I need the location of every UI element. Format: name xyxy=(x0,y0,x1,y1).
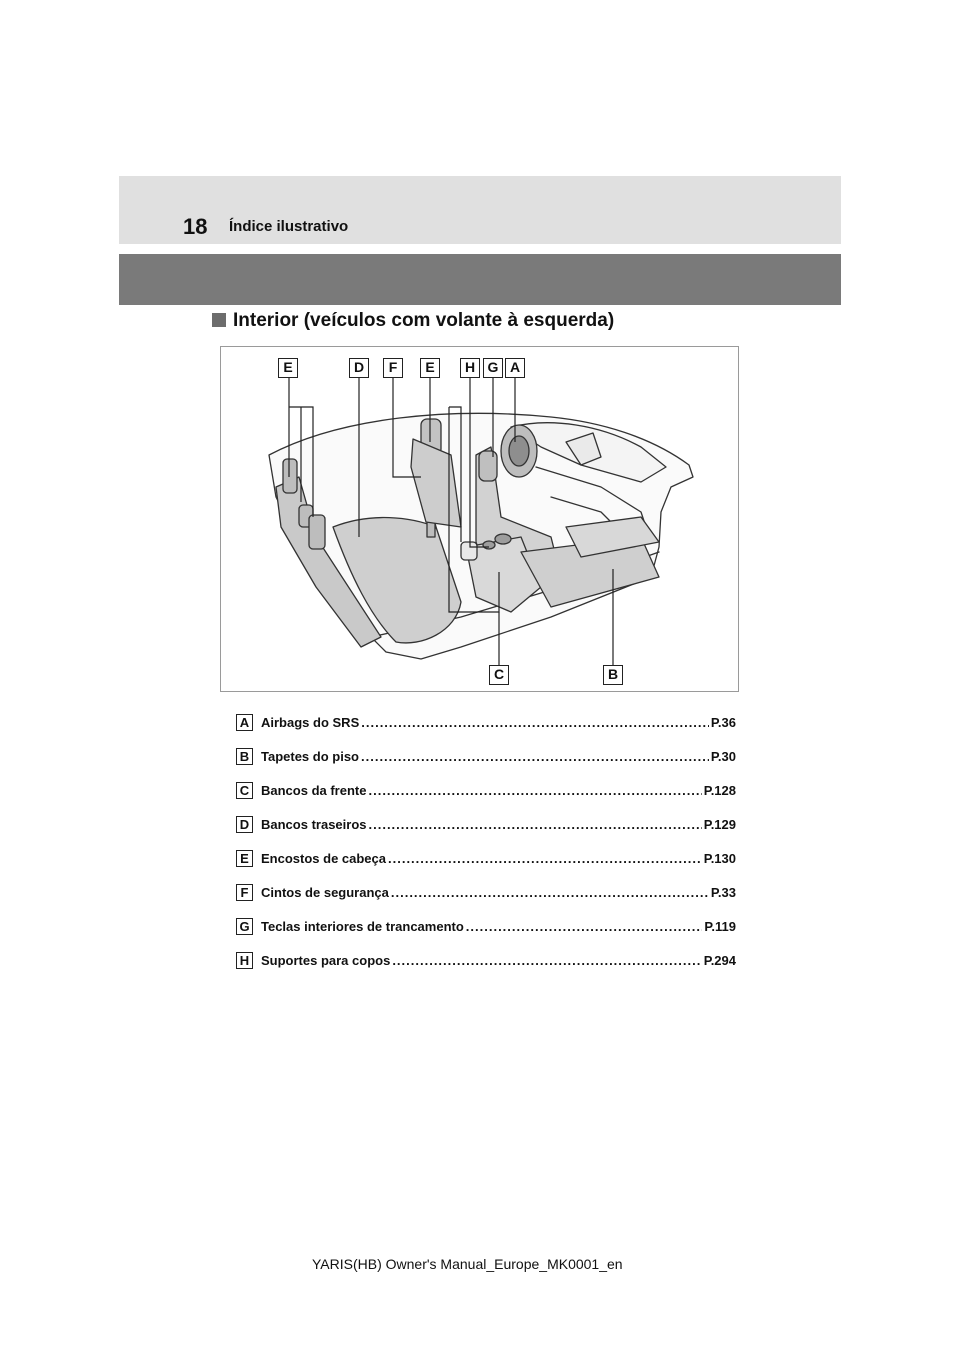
legend-key: C xyxy=(236,782,253,799)
legend-label: Tapetes do piso xyxy=(261,748,359,764)
figure-label-e2: E xyxy=(420,358,440,378)
figure-label-a: A xyxy=(505,358,525,378)
section-banner xyxy=(119,254,841,305)
figure-label-f: F xyxy=(383,358,403,378)
leader-dots xyxy=(368,783,701,798)
legend-key: E xyxy=(236,850,253,867)
legend-label: Teclas interiores de trancamento xyxy=(261,918,464,934)
legend-label: Bancos da frente xyxy=(261,782,367,798)
legend-row xyxy=(236,739,736,773)
leader-dots xyxy=(361,749,709,764)
legend-key: B xyxy=(236,748,253,765)
legend-row xyxy=(236,909,736,943)
legend-label: Encostos de cabeça xyxy=(261,850,386,866)
page-reference[interactable]: P.294 xyxy=(703,952,736,968)
legend-label: Airbags do SRS xyxy=(261,714,360,730)
subsection-title: Interior (veículos com volante à esquerda) xyxy=(233,310,615,331)
figure-label-g: G xyxy=(483,358,503,378)
page-reference[interactable]: P.33 xyxy=(710,884,736,900)
legend-row xyxy=(236,943,736,977)
footer-manual-id: YARIS(HB) Owner's Manual_Europe_MK0001_en xyxy=(312,1256,623,1272)
legend-key: G xyxy=(236,918,253,935)
section-title: Índice ilustrativo xyxy=(229,218,349,235)
legend-row xyxy=(236,807,736,841)
page-reference[interactable]: P.129 xyxy=(703,816,736,832)
legend-label: Suportes para copos xyxy=(261,952,391,968)
legend-key: A xyxy=(236,714,253,731)
interior-illustration xyxy=(220,346,739,692)
figure-label-e1: E xyxy=(278,358,298,378)
legend-row xyxy=(236,705,736,739)
page-reference[interactable]: P.128 xyxy=(703,782,736,798)
square-bullet-icon xyxy=(212,313,226,327)
legend-row xyxy=(236,773,736,807)
legend-list xyxy=(236,705,736,977)
leader-dots xyxy=(388,851,702,866)
legend-key: D xyxy=(236,816,253,833)
page-reference[interactable]: P.36 xyxy=(710,714,736,730)
car-interior-drawing xyxy=(221,347,740,693)
page-reference[interactable]: P.119 xyxy=(704,918,736,934)
page-reference[interactable]: P.30 xyxy=(710,748,736,764)
legend-row xyxy=(236,841,736,875)
legend-row xyxy=(236,875,736,909)
page-number: 18 xyxy=(183,214,208,239)
figure-label-h: H xyxy=(460,358,480,378)
legend-label: Bancos traseiros xyxy=(261,816,367,832)
header-band xyxy=(119,176,841,244)
leader-dots xyxy=(369,817,702,832)
legend-label: Cintos de segurança xyxy=(261,884,389,900)
leader-dots xyxy=(466,919,703,934)
subsection-heading xyxy=(212,309,614,333)
page-reference[interactable]: P.130 xyxy=(703,850,736,866)
leader-dots xyxy=(392,953,701,968)
legend-key: F xyxy=(236,884,253,901)
legend-key: H xyxy=(236,952,253,969)
figure-label-b: B xyxy=(603,665,623,685)
figure-label-c: C xyxy=(489,665,509,685)
leader-dots xyxy=(391,885,709,900)
leader-dots xyxy=(361,715,709,730)
figure-label-d: D xyxy=(349,358,369,378)
